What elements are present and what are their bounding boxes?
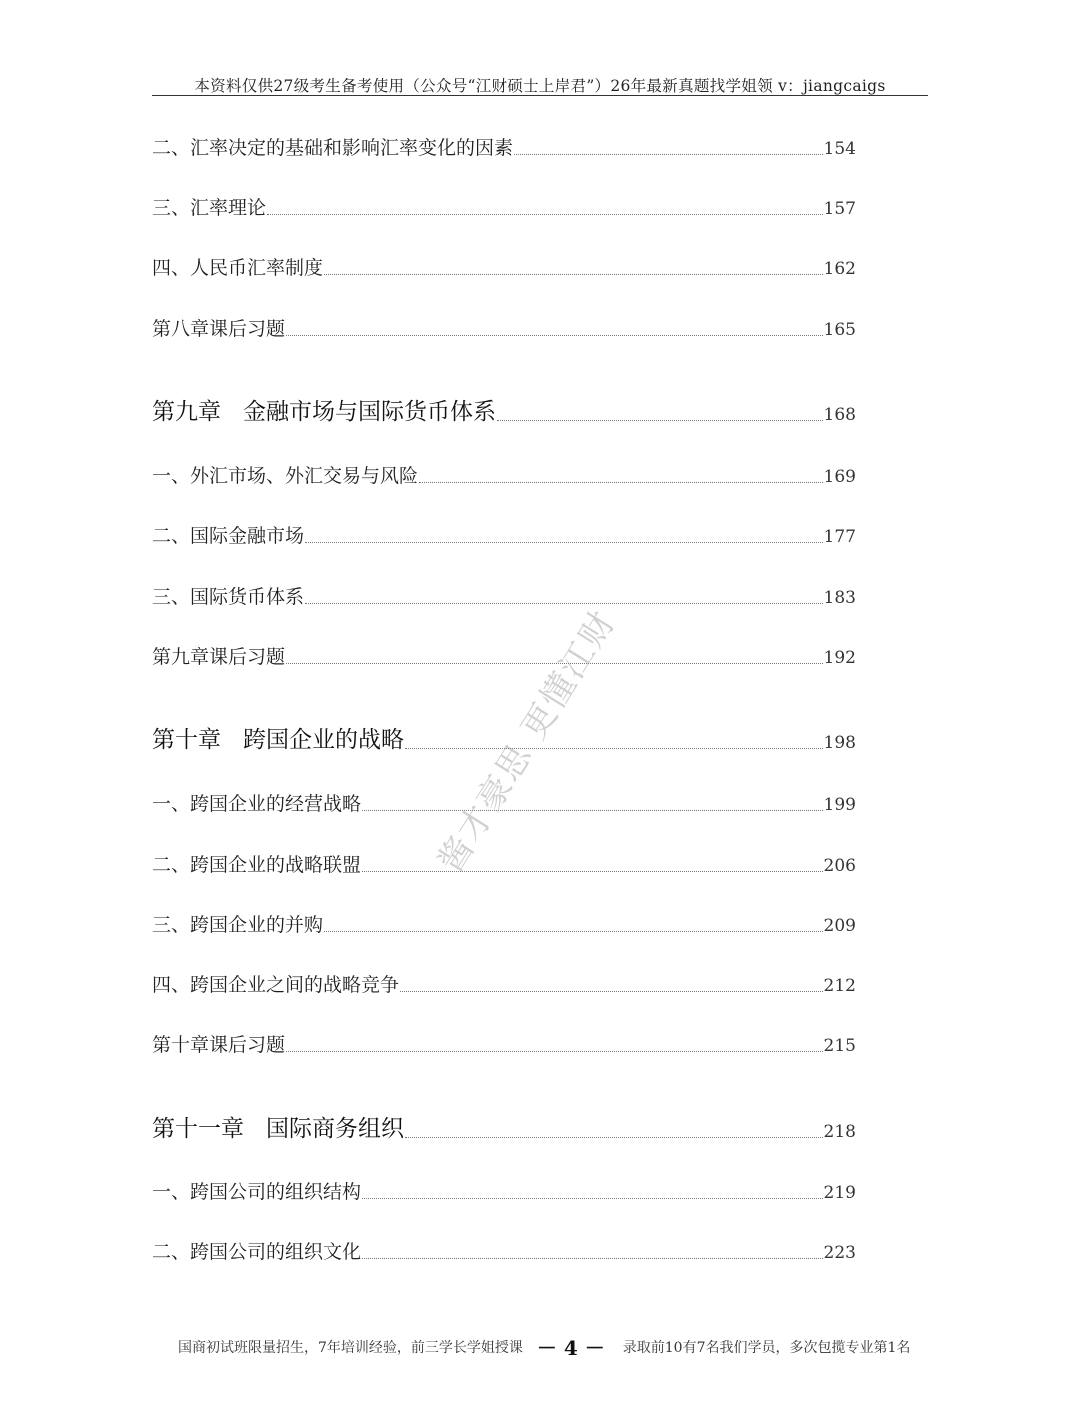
chapter-number: 第九章 [152, 399, 221, 425]
footer-left-text: 国商初试班限量招生，7年培训经验，前三学长学姐授课 [178, 1339, 523, 1356]
dot-leader [419, 482, 823, 483]
toc-chapter-heading [152, 729, 404, 752]
page-header: 本资料仅供27级考生备考使用（公众号“江财硕士上岸君”）26年最新真题找学姐领 v：jiangcaigs [194, 77, 886, 95]
toc-page-number: 177 [823, 527, 856, 547]
toc-entry-title: 二、汇率决定的基础和影响汇率变化的因素 [152, 137, 514, 159]
toc-entry[interactable] [152, 248, 856, 278]
dot-leader [362, 871, 823, 872]
toc-page-number: 162 [823, 259, 856, 279]
toc-entry-title: 二、跨国企业的战略联盟 [152, 854, 362, 876]
toc-page-number: 209 [823, 916, 856, 936]
toc-page-number: 206 [823, 856, 856, 876]
toc-entry-title: 二、国际金融市场 [152, 525, 305, 547]
dot-leader [405, 1137, 823, 1138]
watermark: 酱才豪思 更懂江财 [430, 603, 624, 880]
toc-entry-title: 四、跨国企业之间的战略竞争 [152, 974, 400, 996]
footer-page-number: － 4 － [536, 1336, 605, 1360]
toc-page-number: 165 [823, 320, 856, 340]
dot-leader [362, 810, 823, 811]
toc-chapter-entry[interactable] [152, 394, 856, 424]
toc-entry[interactable] [152, 188, 856, 218]
toc-page-number: 183 [823, 588, 856, 608]
toc-entry[interactable] [152, 637, 856, 667]
toc-chapter-heading [152, 401, 496, 424]
toc-entry[interactable] [152, 516, 856, 546]
toc-page-number: 212 [823, 976, 856, 996]
toc-entry-title: 三、国际货币体系 [152, 586, 305, 608]
toc-entry-title: 第八章课后习题 [152, 318, 286, 340]
toc-entry-title: 一、跨国企业的经营战略 [152, 793, 362, 815]
dot-leader [286, 1051, 823, 1052]
dot-leader [305, 542, 823, 543]
toc-page-number: 215 [823, 1036, 856, 1056]
dot-leader [324, 274, 823, 275]
dot-leader [405, 748, 823, 749]
toc-page-number: 168 [823, 405, 856, 425]
dot-leader [305, 603, 823, 604]
toc-entry-title: 第十章课后习题 [152, 1034, 286, 1056]
chapter-title: 跨国企业的战略 [243, 727, 404, 753]
toc-entry-title: 一、外汇市场、外汇交易与风险 [152, 465, 419, 487]
header-divider [152, 95, 928, 96]
toc-entry[interactable] [152, 1232, 856, 1262]
toc-entry[interactable] [152, 965, 856, 995]
toc-entry[interactable] [152, 905, 856, 935]
dot-leader [400, 991, 823, 992]
toc-page-number: 192 [823, 648, 856, 668]
toc-entry[interactable] [152, 1025, 856, 1055]
page-footer [178, 1332, 911, 1361]
toc-page-number: 154 [823, 139, 856, 159]
toc-chapter-entry[interactable] [152, 1111, 856, 1141]
chapter-number: 第十一章 [152, 1116, 244, 1142]
dot-leader [497, 420, 823, 421]
toc-entry-title: 一、跨国公司的组织结构 [152, 1181, 362, 1203]
dot-leader [267, 214, 823, 215]
chapter-number: 第十章 [152, 727, 221, 753]
footer-right-text: 录取前10有7名我们学员，多次包揽专业第1名 [622, 1339, 911, 1356]
dot-leader [362, 1198, 823, 1199]
toc-page-number: 223 [823, 1243, 856, 1263]
toc-page-number: 199 [823, 795, 856, 815]
dot-leader [362, 1258, 823, 1259]
toc-entry[interactable] [152, 128, 856, 158]
toc-chapter-heading [152, 1118, 404, 1141]
toc-entry[interactable] [152, 456, 856, 486]
toc-entry-title: 第九章课后习题 [152, 646, 286, 668]
toc-page-number: 157 [823, 199, 856, 219]
toc-entry[interactable] [152, 845, 856, 875]
toc-entry-title: 三、汇率理论 [152, 197, 267, 219]
chapter-title: 金融市场与国际货币体系 [243, 399, 496, 425]
toc-entry-title: 三、跨国企业的并购 [152, 914, 324, 936]
chapter-title: 国际商务组织 [266, 1116, 404, 1142]
dot-leader [514, 154, 823, 155]
toc-page-number: 218 [823, 1122, 856, 1142]
toc-entry-title: 二、跨国公司的组织文化 [152, 1241, 362, 1263]
dot-leader [286, 335, 823, 336]
toc-entry-title: 四、人民币汇率制度 [152, 257, 324, 279]
toc-entry[interactable] [152, 577, 856, 607]
toc-entry[interactable] [152, 309, 856, 339]
toc-page-number: 169 [823, 467, 856, 487]
toc-entry[interactable] [152, 1172, 856, 1202]
toc-page-number: 198 [823, 733, 856, 753]
toc-page-number: 219 [823, 1183, 856, 1203]
dot-leader [324, 931, 823, 932]
